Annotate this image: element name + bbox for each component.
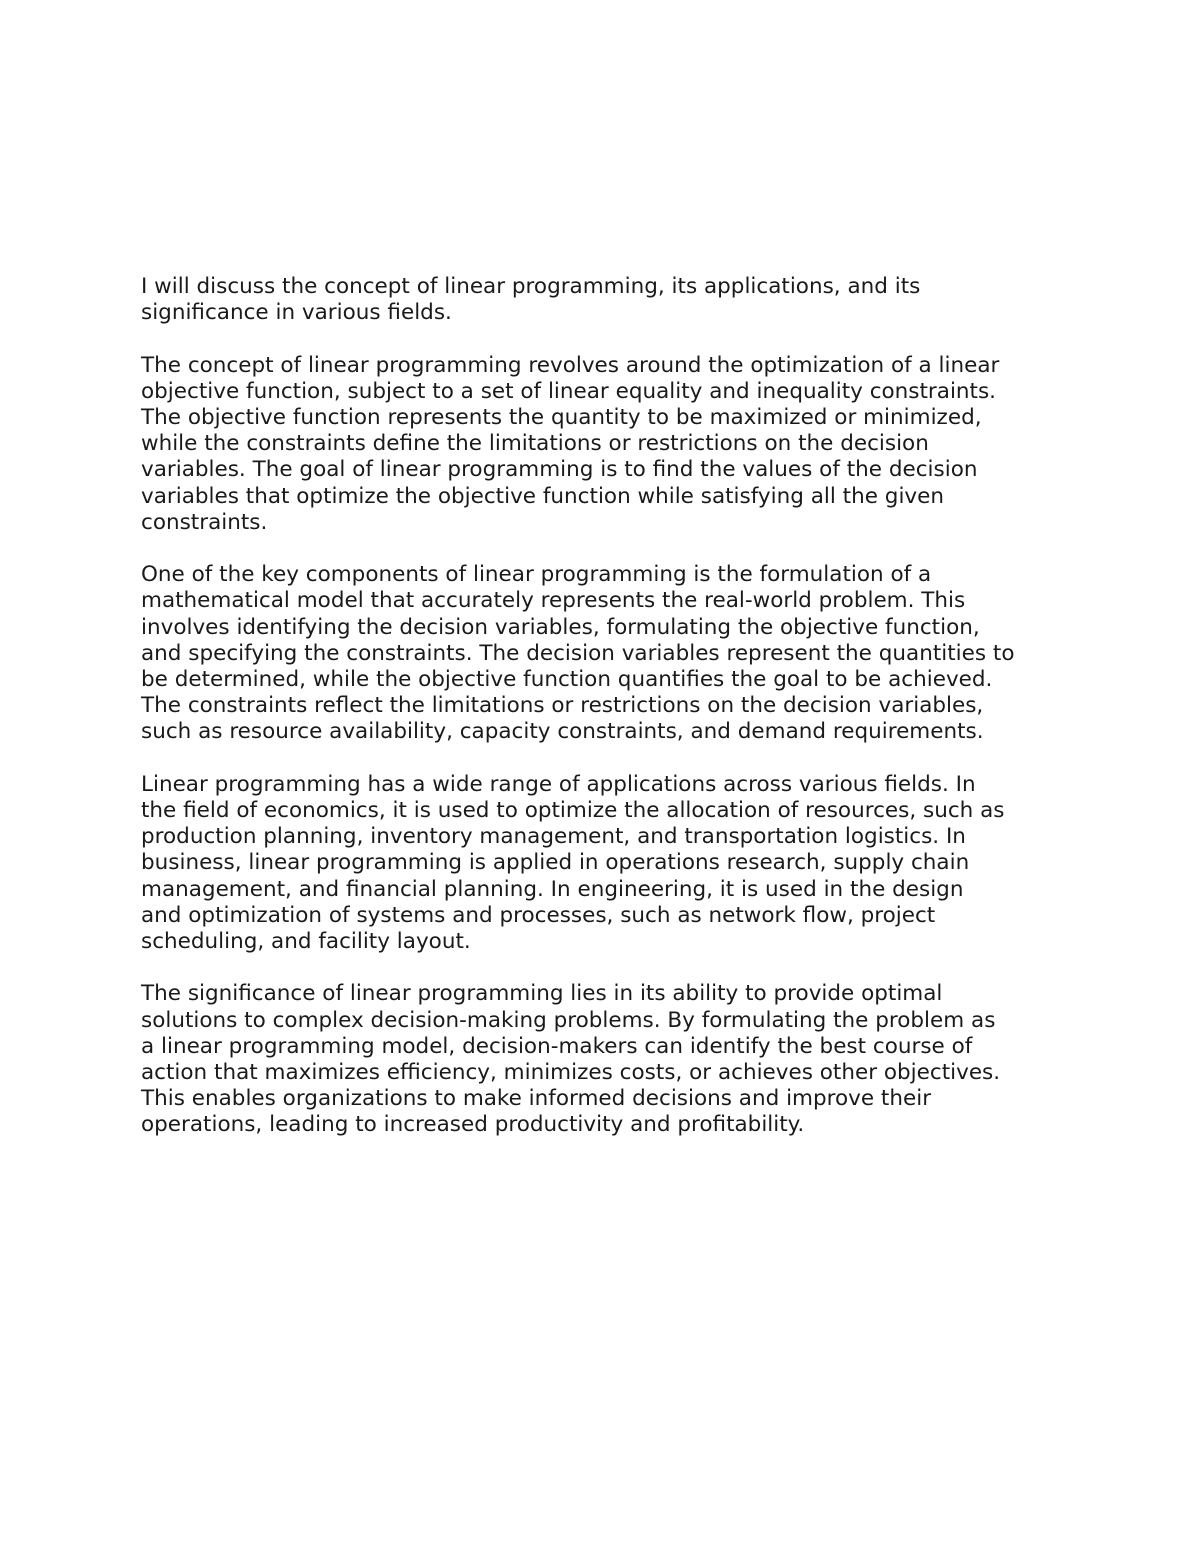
document-body (141, 274, 1066, 1139)
paragraph-concept: The concept of linear programming revolves around the optimization of a linear objective function, subject to a set of linear equality and inequality constraints. The objective function represents the quantity to be maximized or minimized, while the constraints define the limitations or restrictions on the decision variables. The goal of linear programming is to find the values of the decision variables that optimize the objective function while satisfying all the given constraints. (141, 352, 1000, 535)
paragraph-applications: Linear programming has a wide range of applications across various fields. In the field of economics, it is used to optimize the allocation of resources, such as production planning, inventory management, and transportation logistics. In business, linear programming is applied in operations research, supply chain management, and financial planning. In engineering, it is used in the design and optimization of systems and processes, such as network flow, project scheduling, and facility layout. (141, 771, 1005, 955)
paragraph-significance: The significance of linear programming lies in its ability to provide optimal solutions to complex decision-making problems. By formulating the problem as a linear programming model, decision-makers can identify the best course of action that maximizes efficiency, minimizes costs, or achieves other objectives. This enables organizations to make informed decisions and improve their operations, leading to increased productivity and profitability. (141, 981, 1001, 1138)
paragraph-intro: I will discuss the concept of linear programming, its applications, and its significance in various fields. (141, 274, 921, 326)
paragraph-formulation: One of the key components of linear programming is the formulation of a mathematical model that accurately represents the real-world problem. This involves identifying the decision variables, formulating the objective function, and specifying the constraints. The decision variables represent the quantities to be determined, while the objective function quantifies the goal to be achieved. The constraints reflect the limitations or restrictions on the decision variables, such as resource availability, capacity constraints, and demand requirements. (141, 562, 1015, 745)
